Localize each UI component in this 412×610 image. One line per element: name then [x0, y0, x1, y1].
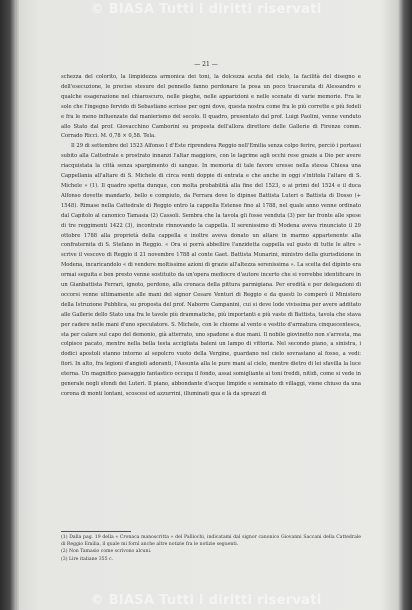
paragraph-1: schezza del colorito, la limpidezza armonica dei toni, la dolcezza acuta del cielo, la facilità del disegno e dell'esecuzione, le precise stesure del pennello fanno perdonare la posa un poco trascurata di Alessandro e qualche esagerazione nel chiaroscuro, nelle pieghe, nelle apparizioni e nelle scenate di varie memorie. Fra le sole che l'ingegno fervido di Sebastiano scrisse per ogni dove, questa nostra come fra le più corrette e più fedeli e fra le meno influenzate dal manierismo del secolo. Il quadro, presentato dal prof. Luigi Paolini, venne venduto allo Stato dal prof. Giovacchino Camborini su proposta dell'allora direttore delle Gallerie di Firenze comm. Corrado Ricci. M. 0,78 × 0,58. Tela. — [61, 74, 361, 140]
watermark-top: © BIASA Tutti i diritti riservati — [90, 2, 322, 17]
footnote-1: (1) Dalla pag. 19 della « Cronaca manoscritta » del Palliochi, indicatami dal signor canonico Giovanni Saccani della Cattedrale di Reggio Emilia, il quale mi fornì anche altre notizie fra le notizie seguenti. — [61, 535, 361, 548]
body-text — [61, 73, 361, 400]
watermark-bottom: © BIASA Tutti i diritti riservati — [90, 593, 322, 608]
spine-shadow — [16, 0, 19, 610]
footnote-rule — [61, 531, 131, 532]
footnote-2: (2) Non Tamasio come scrivono alcuni. — [61, 549, 152, 555]
footnotes — [61, 534, 361, 563]
footnote-3: (3) Lire italiane 355 c. — [61, 556, 113, 562]
paragraph-2: Il 29 di settembre del 1523 Alfonso I d'Este riprendeva Reggio nell'Emilia senza colpo ferire, perciò i portassi subito alla Cattedrale e prostrato innanzi l'altar maggiore, con le lagrime agli occhi rese grazie a Dio per avere riacquistata la città senza spargimento di sangue. In memoria di tale favore eresse nella stessa Chiesa una Cappellania all'altare di S. Michele di circa venti doppie di entrata e che anche in oggi s'intitola l'altare di S. Michele » (1). Il quadro spetta dunque, con molta probabilità alla fine del 1523, o ai primi del 1524 e il duca Alfonso dovette mandarlo, bello e compiuto, da Ferrara dove lo dipinse Battista Luteri o Battista di Dosso (+ 1548). Rimase nella Cattedrale di Reggio entro la cappella Estense fino al 1788, nel quale anno venne ordinato dal Capitolo al canonico Tamasia (2) Cassoli. Sembra che la tavola gli fosse venduta (3) per far fronte alle spese di tre reggimenti 1422 (3), incontrate rinnovando la cappella. Il serenissimo di Modena aveva rinunciato il 29 ottobre 1788 alla proprietà della cappella e inoltre aveva donato un altare in marmo appartenente alla confraternita di S. Stefano in Reggio. « Ora si porrà abbellire l'anzidetta cappella sul gusto di tutte le altre » scrive il vescovo di Reggio il 21 novembre 1788 al conte Gaet. Battista Munarini, ministro della giurisdizione in Modena, incaricandolo « di vendere moltissime azioni di grazie all'altezza serenissima ». La scelta del dipinto era ormai seguita e ben presto venne sostituito da un'opera mediocre d'autore incerto che si vorrebbe identificare in un Gianbattista Ferrari, ignoto, perdono, alla cronaca della pittura parmigiana. Per eredità e per delegazioni di occorsi venne ultimamente alle mani del signor Cesare Venturi di Reggio e da questi lo comperò il Ministero della Istruzione Pubblica, su proposta del prof. Naborre Campanini, cui si deve lode vivissima per avere additato alle Gallerie dello Stato una fra le tavole più drammatiche, più importanti e più vaste di Battista, tavola che stava per cadere nelle mani d'uno speculatore. S. Michele, con le chiome al vento e vestito d'armatura cinquecentesca, sta per calare sul capo del demonio, già atterrato, uno spadone a due mani. Il nobile giovinetto non s'arresta, ma colpisce pacato, mentre nella bella testa accigliata baleni un lampo di vittoria. Nel secondo piano, a sinistra, i dodici apostoli stanno intorno al sepolcro vuoto della Vergine, guardano nel cielo sovrastano al fosso, a vedi: fiori. In alto, fra legioni d'angioli adoranti, l'Assunta alla le pure mani al cielo, mentre dietro di lei sfavilla la luce eterna. Un magnifico paesaggio fantastico occupa il fondo, assai somigliante ai toni freddi, nitidi, come si vede in generale negli sfondi dei Luteri. Il piano, abbondante d'acque limpide e seminato di villaggi, viene chiuso da una corona di monti lontani, scoscesi ed azzurrini, illuminati qua e là da sprazzi di — [61, 143, 361, 397]
page-folio: — 21 — — [194, 61, 218, 68]
